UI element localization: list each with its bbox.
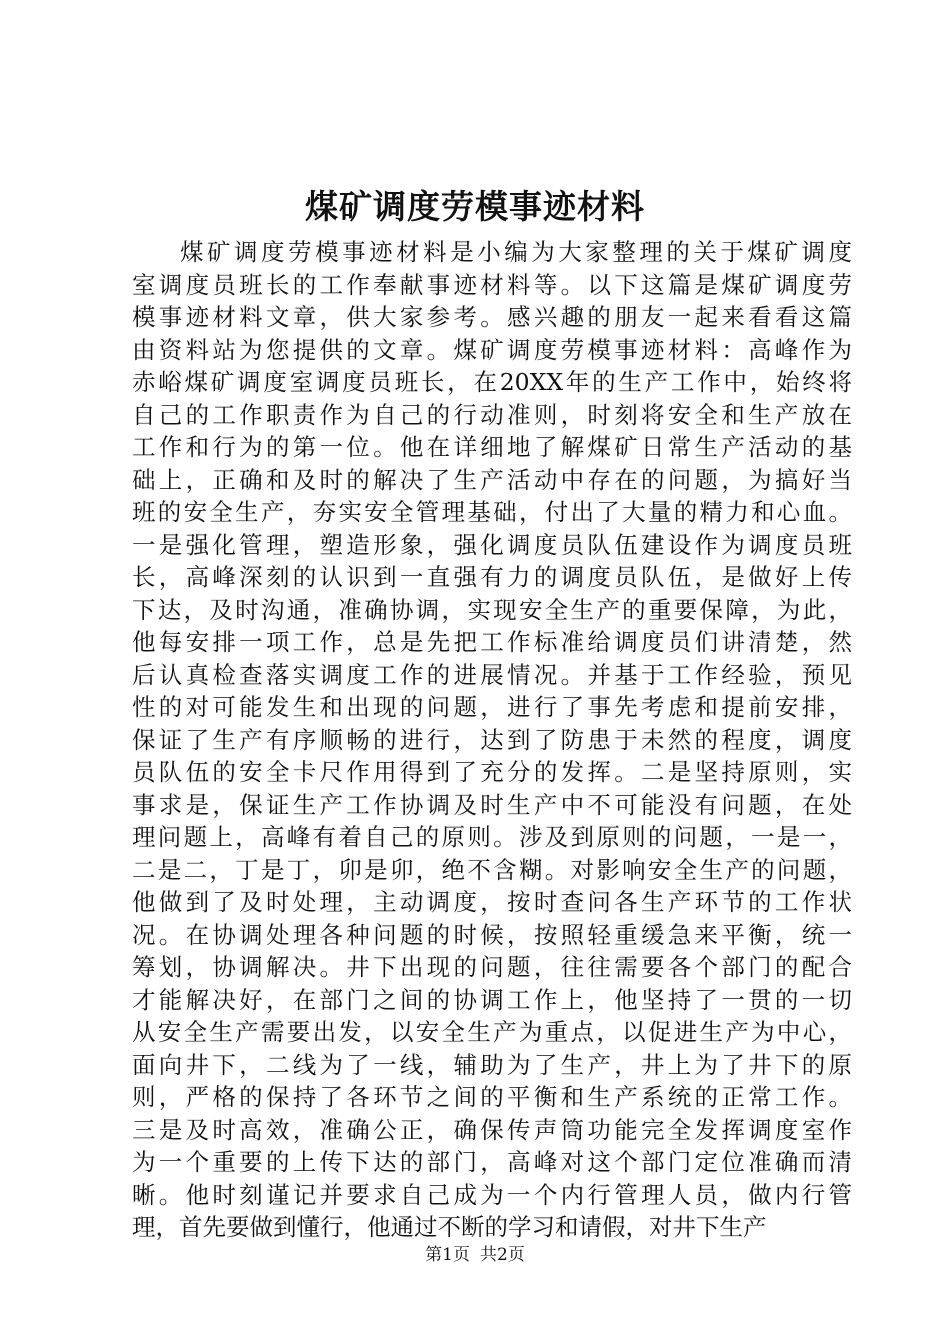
page-total: 共2页	[480, 1245, 525, 1265]
text-line: 模事迹材料文章，供大家参考。感兴趣的朋友一起来看看这篇	[132, 303, 852, 331]
text-line: 则，严格的保持了各环节之间的平衡和生产系统的正常工作。	[132, 1083, 852, 1111]
text-line: 室调度员班长的工作奉献事迹材料等。以下这篇是煤矿调度劳	[132, 270, 852, 299]
text-line: 长，高峰深刻的认识到一直强有力的调度员队伍，是做好上传	[132, 563, 852, 591]
text-line: 赤峪煤矿调度室调度员班长，在20XX年的生产工作中，始终将	[132, 368, 852, 396]
page-footer	[0, 1243, 950, 1267]
text-line: 后认真检查落实调度工作的进展情况。并基于工作经验，预见	[132, 660, 852, 689]
page-number: 第1页	[425, 1245, 470, 1265]
text-line: 理，首先要做到懂行，他通过不断的学习和请假，对井下生产	[132, 1213, 767, 1241]
text-line: 班的安全生产，夯实安全管理基础，付出了大量的精力和心血。	[132, 498, 852, 526]
text-line: 员队伍的安全卡尺作用得到了充分的发挥。二是坚持原则，实	[132, 758, 852, 786]
text-line: 筹划，协调解决。井下出现的问题，往往需要各个部门的配合	[132, 953, 852, 981]
text-line: 才能解决好，在部门之间的协调工作上，他坚持了一贯的一切	[132, 985, 852, 1014]
text-line: 从安全生产需要出发，以安全生产为重点，以促进生产为中心，	[132, 1018, 852, 1046]
text-line: 保证了生产有序顺畅的进行，达到了防患于未然的程度，调度	[132, 725, 852, 754]
text-line: 面向井下，二线为了一线，辅助为了生产，井上为了井下的原	[132, 1050, 852, 1079]
text-line: 他每安排一项工作，总是先把工作标准给调度员们讲清楚，然	[132, 628, 852, 656]
text-line: 三是及时高效，准确公正，确保传声筒功能完全发挥调度室作	[132, 1115, 852, 1144]
text-line: 下达，及时沟通，准确协调，实现安全生产的重要保障，为此，	[132, 595, 852, 624]
page-title: 煤矿调度劳模事迹材料	[305, 187, 645, 226]
text-line: 他做到了及时处理，主动调度，按时查问各生产环节的工作状	[132, 888, 852, 916]
text-line: 二是二，丁是丁，卯是卯，绝不含糊。对影响安全生产的问题，	[132, 855, 852, 884]
text-line: 为一个重要的上传下达的部门，高峰对这个部门定位准确而清	[132, 1148, 852, 1176]
text-line: 自己的工作职责作为自己的行动准则，时刻将安全和生产放在	[132, 400, 852, 429]
text-line: 事求是，保证生产工作协调及时生产中不可能没有问题，在处	[132, 790, 852, 819]
text-line: 性的对可能发生和出现的问题，进行了事先考虑和提前安排，	[132, 693, 852, 721]
text-line: 况。在协调处理各种问题的时候，按照轻重缓急来平衡，统一	[132, 920, 852, 949]
text-line: 理问题上，高峰有着自己的原则。涉及到原则的问题，一是一，	[132, 823, 852, 851]
text-line: 由资料站为您提供的文章。煤矿调度劳模事迹材料：高峰作为	[132, 335, 852, 364]
text-line: 晰。他时刻谨记并要求自己成为一个内行管理人员，做内行管	[132, 1180, 852, 1209]
text-line: 煤矿调度劳模事迹材料是小编为大家整理的关于煤矿调度	[180, 238, 852, 266]
text-line: 工作和行为的第一位。他在详细地了解煤矿日常生产活动的基	[132, 433, 852, 461]
text-line: 一是强化管理，塑造形象，强化调度员队伍建设作为调度员班	[132, 530, 852, 559]
text-line: 础上，正确和及时的解决了生产活动中存在的问题，为搞好当	[132, 465, 852, 494]
body-text	[132, 236, 852, 1244]
